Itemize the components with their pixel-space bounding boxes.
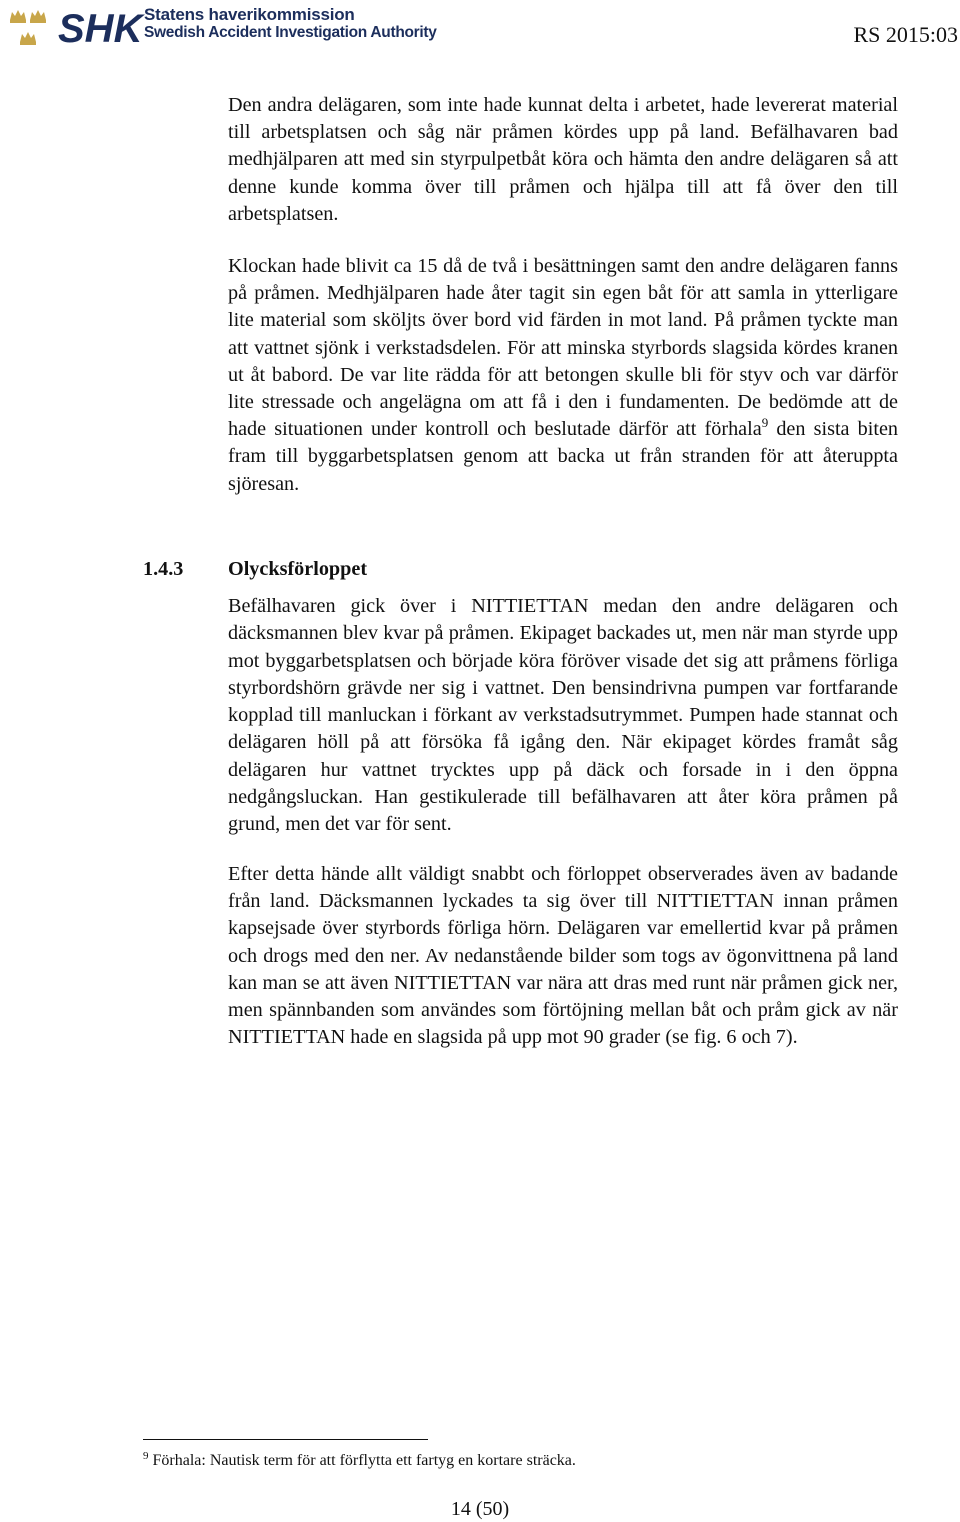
footnote-text: Förhala: Nautisk term för att förflytta ett fartyg en kortare sträcka.: [148, 1452, 576, 1469]
paragraph: [228, 253, 898, 498]
page-number: 14 (50): [450, 1498, 510, 1520]
page-header: [0, 0, 960, 60]
section-number: 1.4.3: [143, 558, 184, 580]
footnote: [143, 1450, 576, 1472]
three-crowns-icon: [8, 6, 48, 48]
org-name-swedish: Statens haverikommission: [144, 5, 355, 24]
body-text: [228, 92, 898, 498]
org-name-english: Swedish Accident Investigation Authority: [144, 24, 437, 41]
paragraph: Den andra delägaren, som inte hade kunnat delta i arbetet, hade levererat material till arbetsplatsen och såg när pråmen kördes upp på land. Befälhavaren bad medhjälparen att med sin styrpulpetbåt köra och hämta den andre delägaren så att denne kunde komma över till pråmen och hjälpa till att få över den till arbetsplatsen.: [228, 94, 898, 225]
paragraph-text: den sista biten fram till byggarbetsplatsen genom att backa ut från stranden för att återuppta sjöresan.: [228, 418, 899, 495]
paragraph: Efter detta hände allt väldigt snabbt och förloppet observerades även av badande från land. Däcksmannen lyckades ta sig över till NITTIETTAN innan pråmen kapsejsade över styrbords förliga hörn. Delägaren var emellertid kvar på pråmen och drogs med den ner. Av nedanstående bilder som togs av ögonvittnena på land kan man se att även NITTIETTAN var nära att dras med runt när pråmen gick ner, men spännbanden som användes som förtöjning mellan båt och pråm gick av när NITTIETTAN hade en slagsida på upp mot 90 grader (se fig. 6 och 7).: [228, 862, 898, 1049]
shk-wordmark-icon: [56, 8, 148, 48]
paragraph-text: Klockan hade blivit ca 15 då de två i besättningen samt den andre delägaren fanns på pråmen. Medhjälparen hade åter tagit sin egen båt för att samla in ytterligare lite material som sköljts över bord vid färden in mot land. På pråmen tyckte man att vattnet sjönk i verkstadsdelen. För att minska styrbords slagsida kördes kranen ut åt babord. De var lite rädda för att betongen skulle bli för styv och var därför lite stressade och angelägna om att få i den i fundamenten. De bedömde att de hade situationen under kontroll och beslutade därför att förhala: [228, 255, 898, 441]
footnote-divider: [143, 1439, 428, 1440]
svg-text:SHK: SHK: [58, 8, 143, 48]
paragraph: Befälhavaren gick över i NITTIETTAN medan den andre delägaren och däcksmannen blev kvar på pråmen. Ekipaget backades ut, men när man styrde upp mot byggarbetsplatsen och började köra föröver visade det sig att pråmens förliga styrbordshörn grävde ner sig i vattnet. Den bensindrivna pumpen var fortfarande kopplad till manluckan i förkant av verkstadsutrymmet. Pumpen hade stannat och delägaren höll på att försöka få igång den. När ekipaget kördes framåt såg delägaren hur vattnet trycktes upp på däck och forsade in i den öppna nedgångsluckan. Han gestikulerade till befälhavaren att åter köra pråmen på grund, men det var för sent.: [228, 595, 898, 836]
section-body: [228, 593, 898, 1052]
footnote-reference[interactable]: 9: [761, 415, 769, 431]
section-title: Olycksförloppet: [228, 558, 368, 580]
organization-name: [144, 6, 437, 42]
footnote-number: 9: [143, 1450, 149, 1462]
report-id: RS 2015:03: [853, 22, 958, 47]
